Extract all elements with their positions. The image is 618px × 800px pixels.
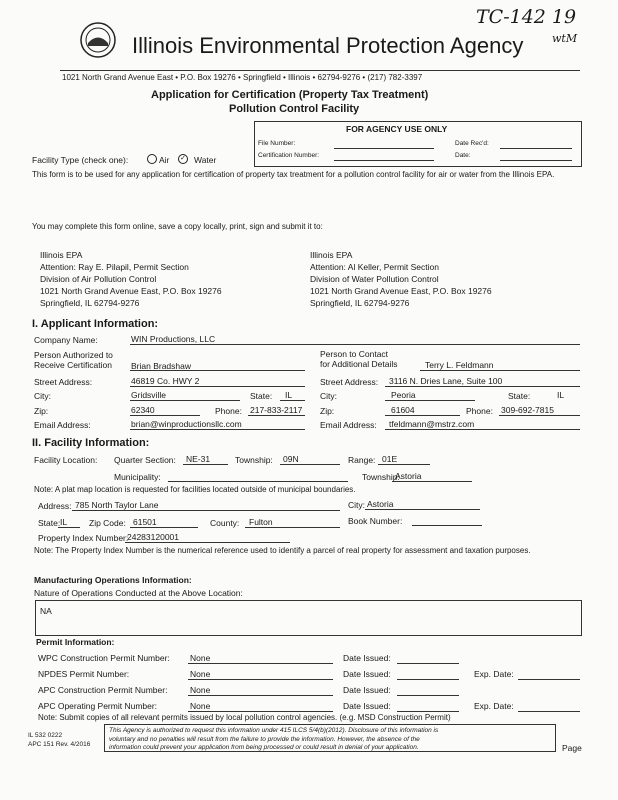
file-number-line (334, 148, 434, 149)
contact-zip-field[interactable]: 61604 (391, 405, 415, 415)
township-field[interactable]: 09N (283, 454, 299, 464)
npdes-field[interactable]: None (190, 669, 211, 679)
phone-label: Phone: (215, 406, 242, 416)
state-label: State: (250, 391, 273, 401)
agency-date-line (500, 160, 572, 161)
street-address-line (130, 386, 305, 387)
contact-street-line (385, 386, 580, 387)
municipality-label: Municipality: (114, 472, 161, 482)
street-address-label: Street Address: (34, 377, 93, 387)
contact-state-field[interactable]: IL (557, 390, 565, 400)
facility-city-label: City: (348, 500, 365, 510)
agency-use-title: FOR AGENCY USE ONLY (346, 124, 448, 134)
apc-construction-label: APC Construction Permit Number: (38, 685, 168, 695)
contact-phone-line (499, 415, 580, 416)
township-line (280, 464, 340, 465)
nature-of-operations-field[interactable] (35, 600, 582, 636)
apc-exp-date-line (518, 711, 580, 712)
facility-state-line (58, 527, 80, 528)
zip-line (130, 415, 200, 416)
contact-zip-line (385, 415, 460, 416)
water-label: Water (194, 155, 217, 165)
form-subtitle: Pollution Control Facility (229, 103, 360, 115)
contact-phone-label: Phone: (466, 406, 493, 416)
facility-zip-label: Zip Code: (89, 518, 126, 528)
facility-address-label: Address: (38, 501, 72, 511)
company-name-field[interactable]: WIN Productions, LLC (131, 334, 216, 344)
range-label: Range: (348, 455, 376, 465)
water-radio[interactable]: ✓ (178, 154, 188, 164)
pin-field[interactable]: 24283120001 (127, 532, 180, 542)
apc-operating-label: APC Operating Permit Number: (38, 701, 158, 711)
npdes-line (188, 679, 333, 680)
wpc-date-issued-label: Date Issued: (343, 653, 391, 663)
npdes-label: NPDES Permit Number: (38, 669, 130, 679)
city-line (130, 400, 240, 401)
township-name-label: Township: (362, 472, 400, 482)
apc-exp-date-label: Exp. Date: (474, 701, 514, 711)
company-name-label: Company Name: (34, 335, 98, 345)
county-line (245, 527, 340, 528)
facility-zip-line (130, 527, 198, 528)
agency-date-label: Date: (455, 152, 471, 159)
authorized-person-line (130, 370, 305, 371)
city-field[interactable]: Gridsville (131, 390, 166, 400)
air-address-block: Illinois EPA Attention: Ray E. Pilapil, Permit Section Division of Air Pollution Control 1021 North Grand Avenue East, P.O. Box 19276 Springfield, IL 62794-9276 (40, 250, 222, 308)
handwritten-initials: wtM (552, 32, 578, 45)
book-number-label: Book Number: (348, 516, 403, 526)
npdes-exp-date-line (518, 679, 580, 680)
facility-state-label: State: (38, 518, 61, 528)
date-recd-line (500, 148, 572, 149)
permit-copies-note: Note: Submit copies of all relevant permits issued by local pollution control agencies. (e.g. MSD Construction Permit) (38, 713, 451, 722)
wpc-date-issued-line (397, 663, 459, 664)
email-line (130, 429, 305, 430)
contact-zip-label: Zip: (320, 406, 335, 416)
form-title: Application for Certification (Property Tax Treatment) (151, 89, 429, 101)
quarter-section-line (183, 464, 228, 465)
contact-person-field[interactable]: Terry L. Feldmann (425, 360, 494, 370)
header-rule (60, 70, 580, 71)
npdes-date-issued-line (397, 679, 459, 680)
contact-email-label: Email Address: (320, 420, 377, 430)
contact-email-field[interactable]: tfeldmann@mstrz.com (389, 419, 475, 429)
wpc-construction-field[interactable]: None (190, 653, 211, 663)
apc-construction-field[interactable]: None (190, 685, 211, 695)
zip-field[interactable]: 62340 (131, 405, 155, 415)
form-number: IL 532 0222 APC 151 Rev. 4/2016 (28, 732, 91, 748)
contact-city-label: City: (320, 391, 337, 401)
nature-of-operations-label: Nature of Operations Conducted at the Above Location: (34, 588, 243, 598)
plat-map-note: Note: A plat map location is requested for facilities located outside of municipal boundaries. (34, 485, 356, 494)
contact-street-label: Street Address: (320, 377, 379, 387)
contact-state-label: State: (508, 391, 531, 401)
street-address-field[interactable]: 46819 Co. HWY 2 (131, 376, 200, 386)
quarter-section-field[interactable]: NE-31 (186, 454, 211, 464)
manufacturing-heading: Manufacturing Operations Information: (34, 575, 192, 585)
authorized-person-field[interactable]: Brian Bradshaw (131, 361, 192, 371)
npdes-date-issued-label: Date Issued: (343, 669, 391, 679)
pin-line (125, 542, 290, 543)
apc-operating-date-line (397, 711, 459, 712)
township-name-field[interactable]: Astoria (395, 471, 422, 481)
cert-number-line (334, 160, 434, 161)
quarter-section-label: Quarter Section: (114, 455, 176, 465)
apc-operating-line (188, 711, 333, 712)
air-label: Air (159, 155, 170, 165)
agency-address: 1021 North Grand Avenue East • P.O. Box 19276 • Springfield • Illinois • 62794-9276 • (217) 782-3397 (62, 73, 423, 82)
facility-info-heading: II. Facility Information: (32, 437, 150, 449)
contact-phone-field[interactable]: 309-692-7815 (501, 405, 554, 415)
contact-person-label: Person to Contact for Additional Details (320, 349, 398, 369)
county-field[interactable]: Fulton (249, 517, 273, 527)
facility-zip-field[interactable]: 61501 (133, 517, 157, 527)
agency-name: Illinois Environmental Protection Agency (132, 33, 524, 58)
contact-person-line (420, 370, 580, 371)
file-number-label: File Number: (258, 140, 296, 147)
disclaimer-box: This Agency is authorized to request this information under 415 ILCS 5/4(b)(2012). Disclosure of this information is voluntary and no penalties will result from the failure to provide the information. However, the absence of the information could prevent your application from being processed or could result in denial of your application. (104, 724, 556, 752)
facility-type-label: Facility Type (check one): (32, 155, 129, 165)
county-label: County: (210, 518, 240, 528)
facility-city-field[interactable]: Astoria (367, 499, 394, 509)
submit-instructions: You may complete this form online, save a copy locally, print, sign and submit it to: (32, 222, 323, 231)
contact-street-field[interactable]: 3116 N. Dries Lane, Suite 100 (389, 376, 503, 386)
date-recd-label: Date Rec'd: (455, 140, 489, 147)
state-field[interactable]: IL (285, 390, 293, 400)
phone-field[interactable]: 217-833-2117 (250, 405, 303, 415)
wpc-construction-label: WPC Construction Permit Number: (38, 653, 170, 663)
permit-info-heading: Permit Information: (36, 637, 115, 647)
wpc-construction-line (188, 663, 333, 664)
apc-operating-date-label: Date Issued: (343, 701, 391, 711)
facility-state-field[interactable]: IL (60, 517, 68, 527)
book-number-line (412, 525, 482, 526)
township-label: Township: (235, 455, 273, 465)
nature-of-operations-value: NA (40, 606, 52, 616)
facility-address-line (72, 510, 340, 511)
handwritten-tc-number: TC-142 19 (476, 6, 577, 28)
contact-email-line (385, 429, 580, 430)
facility-address-field[interactable]: 785 North Taylor Lane (75, 500, 159, 510)
email-field[interactable]: brian@winproductionsllc.com (131, 419, 242, 429)
contact-city-field[interactable]: Peoria (391, 390, 416, 400)
npdes-exp-date-label: Exp. Date: (474, 669, 514, 679)
range-field[interactable]: 01E (382, 454, 398, 464)
apc-operating-field[interactable]: None (190, 701, 211, 711)
pin-label: Property Index Number: (38, 533, 129, 543)
facility-location-label: Facility Location: (34, 455, 98, 465)
township-name-line (392, 481, 472, 482)
email-label: Email Address: (34, 420, 91, 430)
applicant-info-heading: I. Applicant Information: (32, 318, 159, 330)
pin-note: Note: The Property Index Number is the numerical reference used to identify a parcel of real property for assessment and taxation purposes. (34, 546, 531, 555)
intro-text: This form is to be used for any application for certification of property tax treatment for a pollution control facility for air or water from the Illinois EPA. (32, 170, 555, 179)
authorized-person-label: Person Authorized to Receive Certification (34, 350, 113, 370)
phone-line (248, 415, 305, 416)
cert-number-label: Certification Number: (258, 152, 320, 159)
water-address-block: Illinois EPA Attention: Al Keller, Permit Section Division of Water Pollution Control 1021 North Grand Avenue East, P.O. Box 19276 Springfield, IL 62794-9276 (310, 250, 492, 308)
apc-construction-line (188, 695, 333, 696)
facility-city-line (365, 509, 480, 510)
range-line (378, 464, 430, 465)
air-radio[interactable] (147, 154, 157, 164)
apc-construction-date-label: Date Issued: (343, 685, 391, 695)
zip-label: Zip: (34, 406, 49, 416)
city-label: City: (34, 391, 51, 401)
illinois-epa-seal-icon (80, 22, 116, 58)
contact-city-line (385, 400, 475, 401)
state-line (280, 400, 305, 401)
municipality-line (168, 481, 348, 482)
page-label: Page (562, 743, 582, 753)
apc-construction-date-line (397, 695, 459, 696)
company-name-line (130, 344, 580, 345)
